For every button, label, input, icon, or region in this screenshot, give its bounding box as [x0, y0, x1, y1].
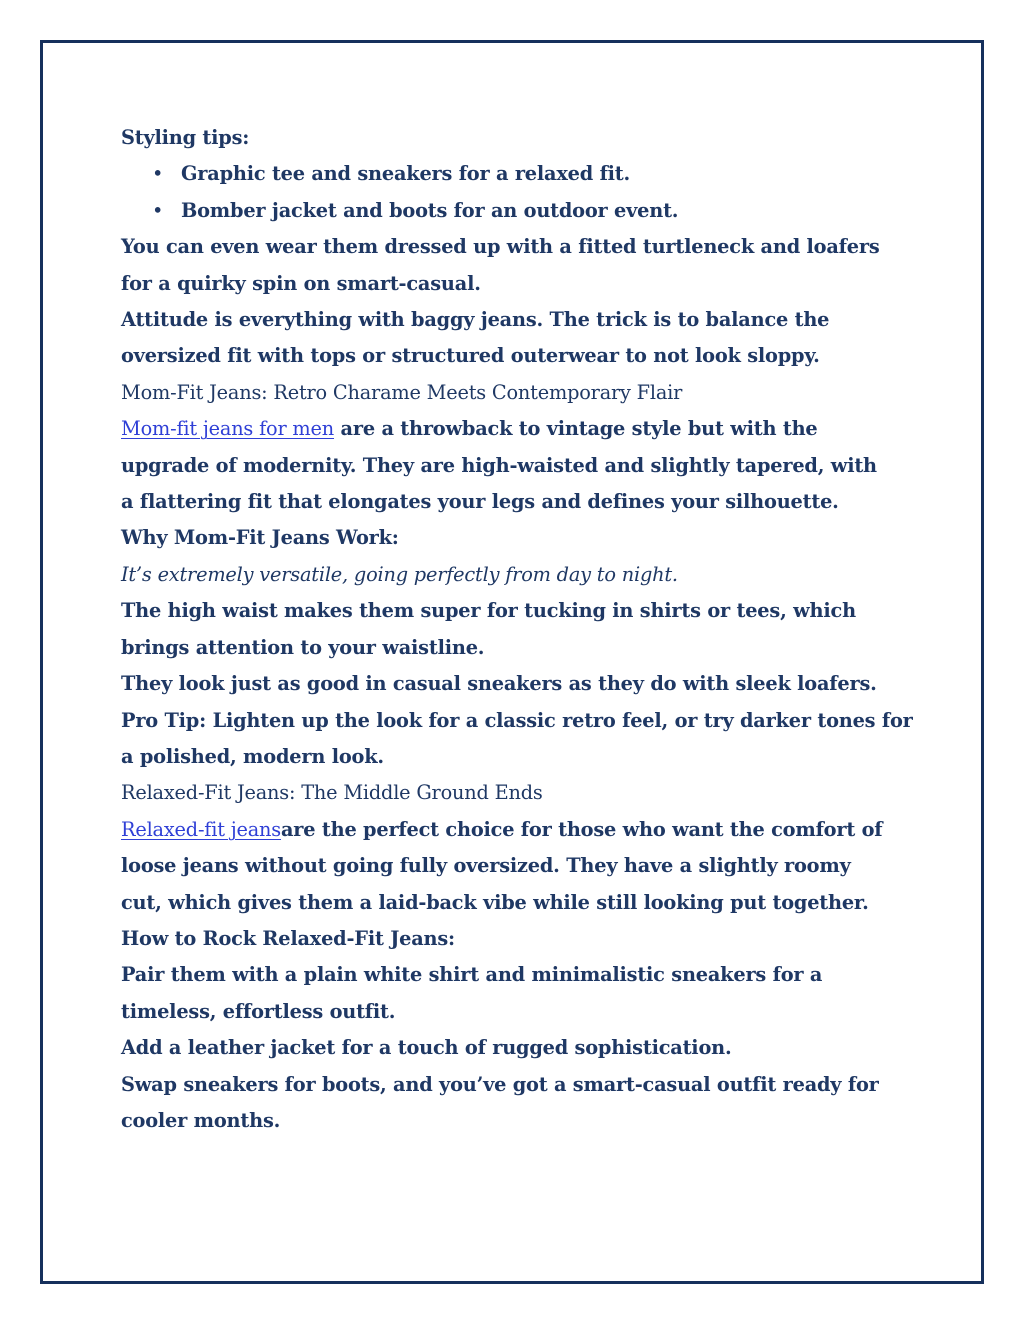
- mom-fit-jeans-link[interactable]: Mom-fit jeans for men: [121, 417, 335, 441]
- look-good-line: They look just as good in casual sneakers as they do with sleek loafers.: [121, 672, 877, 696]
- versatile-line: It’s extremely versatile, going perfectly from day to night.: [121, 562, 678, 586]
- pair-line: timeless, effortless outfit.: [121, 999, 396, 1023]
- mom-fit-intro-line: upgrade of modernity. They are high-waisted and slightly tapered, with: [121, 453, 877, 477]
- mom-fit-intro-line: a flattering fit that elongates your legs and defines your silhouette.: [121, 490, 839, 514]
- high-waist-line: The high waist makes them super for tucking in shirts or tees, which: [121, 599, 856, 623]
- swap-line: Swap sneakers for boots, and you’ve got a smart-casual outfit ready for: [121, 1072, 879, 1096]
- pair-line: Pair them with a plain white shirt and minimalistic sneakers for a: [121, 963, 823, 987]
- pro-tip-line: a polished, modern look.: [121, 744, 384, 768]
- bullet-icon: •: [152, 198, 164, 222]
- relaxed-fit-jeans-link[interactable]: Relaxed-fit jeans: [121, 817, 281, 841]
- pro-tip-line: Pro Tip: Lighten up the look for a classic retro feel, or try darker tones for: [121, 708, 913, 732]
- attitude-paragraph-line: oversized fit with tops or structured outerwear to not look sloppy.: [121, 344, 820, 368]
- dressed-up-paragraph-line: for a quirky spin on smart-casual.: [121, 271, 481, 295]
- relaxed-fit-intro-line: Relaxed-fit jeansare the perfect choice for those who want the comfort of: [121, 817, 883, 841]
- mom-fit-intro-line: Mom-fit jeans for men are a throwback to vintage style but with the: [121, 417, 818, 441]
- list-item: • Bomber jacket and boots for an outdoor event.: [121, 193, 921, 229]
- relaxed-fit-intro-line: cut, which gives them a laid-back vibe while still looking put together.: [121, 890, 869, 914]
- high-waist-line: brings attention to your waistline.: [121, 635, 485, 659]
- relaxed-fit-section-title: Relaxed-Fit Jeans: The Middle Ground Ends: [121, 781, 543, 805]
- styling-tips-list: [121, 156, 921, 229]
- leather-line: Add a leather jacket for a touch of rugged sophistication.: [121, 1036, 732, 1060]
- why-mom-fit-heading: Why Mom-Fit Jeans Work:: [121, 526, 399, 550]
- mom-fit-section-title: Mom-Fit Jeans: Retro Charame Meets Contemporary Flair: [121, 380, 683, 404]
- relaxed-fit-intro-line: loose jeans without going fully oversized. They have a slightly roomy: [121, 854, 851, 878]
- document-body: [121, 120, 921, 1139]
- list-item: • Graphic tee and sneakers for a relaxed fit.: [121, 156, 921, 192]
- how-to-rock-heading: How to Rock Relaxed-Fit Jeans:: [121, 926, 455, 950]
- swap-line: cooler months.: [121, 1108, 281, 1132]
- bullet-icon: •: [152, 162, 164, 186]
- styling-tips-heading: Styling tips:: [121, 126, 250, 149]
- attitude-paragraph-line: Attitude is everything with baggy jeans. The trick is to balance the: [121, 308, 830, 332]
- dressed-up-paragraph-line: You can even wear them dressed up with a fitted turtleneck and loafers: [121, 235, 880, 259]
